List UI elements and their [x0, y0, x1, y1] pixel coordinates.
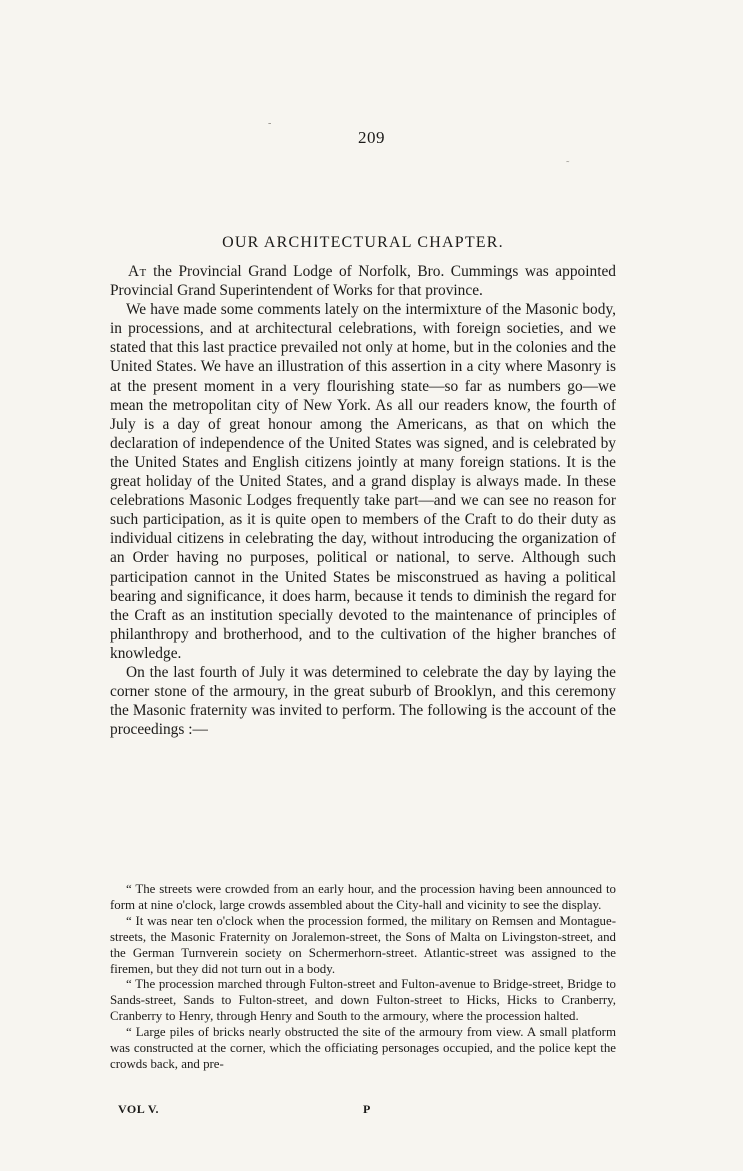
print-speck: -	[268, 118, 272, 129]
body-paragraph: On the last fourth of July it was determined to celebrate the day by laying the corner stone of the armoury, in the great suburb of Brooklyn, and this ceremony the Masonic fraternity was invited to perform. The following is the account of the proceedings :—	[110, 663, 616, 739]
opening-paragraph	[110, 262, 616, 300]
print-speck: ˜	[566, 160, 570, 171]
quote-paragraph: “ Large piles of bricks nearly obstructed the site of the armoury from view. A small platform was constructed at the corner, which the officiating personages occupied, and the police kept the crowds back, and pre-	[110, 1025, 616, 1071]
quote-paragraph: “ It was near ten o'clock when the procession formed, the military on Remsen and Montague-streets, the Masonic Fraternity on Joralemon-street, the Sons of Malta on Livingston-street, and the German Turnverein society on Schermerhorn-street. Atlantic-street was assigned to the firemen, but they did not turn out in a body.	[110, 913, 616, 976]
quoted-account	[110, 882, 616, 1073]
article-body	[110, 262, 616, 739]
page-number: 209	[358, 128, 385, 147]
quote-paragraph: “ The procession marched through Fulton-street and Fulton-avenue to Bridge-street, Bridge to Sands-street, Sands to Fulton-street, and down Fulton-street to Hicks, Hicks to Cranberry, Cranberry to Henry, through Henry and South to the armoury, where the procession halted.	[110, 977, 616, 1024]
opening-text: the Provincial Grand Lodge of Norfolk, Bro. Cummings was appointed Provincial Grand Superintendent of Works for that province.	[110, 263, 616, 300]
section-title: OUR ARCHITECTURAL CHAPTER.	[222, 234, 504, 251]
volume-label: VOL V.	[118, 1102, 160, 1116]
quote-paragraph: “ The streets were crowded from an early hour, and the procession having been announced to form at nine o'clock, large crowds assembled about the City-hall and vicinity to see the display.	[110, 882, 616, 912]
drop-lead-word: At	[128, 263, 147, 280]
body-paragraph: We have made some comments lately on the intermixture of the Masonic body, in processions, and at architectural celebrations, with foreign societies, and we stated that this last practice prevailed not only at home, but in the colonies and the United States. We have an illustration of this assertion in a city where Masonry is at the present moment in a very flourishing state—so far as numbers go—we mean the metropolitan city of New York. As all our readers know, the fourth of July is a day of great honour among the Americans, as that on which the declaration of independence of the United States was signed, and is celebrated by the United States and English citizens jointly at many foreign stations. It is the great holiday of the United States, and a grand display is always made. In these celebrations Masonic Lodges frequently take part—and we can see no reason for such participation, as it is quite open to members of the Craft to do their duty as individual citizens in celebrating the day, without introducing the organization of an Order having no purposes, political or national, to serve. Although such participation cannot in the United States be misconstrued as having a political bearing and significance, it does harm, because it tends to diminish the regard for the Craft as an institution specially devoted to the maintenance of principles of philanthropy and brotherhood, and to the cultivation of the higher branches of knowledge.	[110, 301, 616, 662]
signature-mark: P	[363, 1102, 371, 1116]
